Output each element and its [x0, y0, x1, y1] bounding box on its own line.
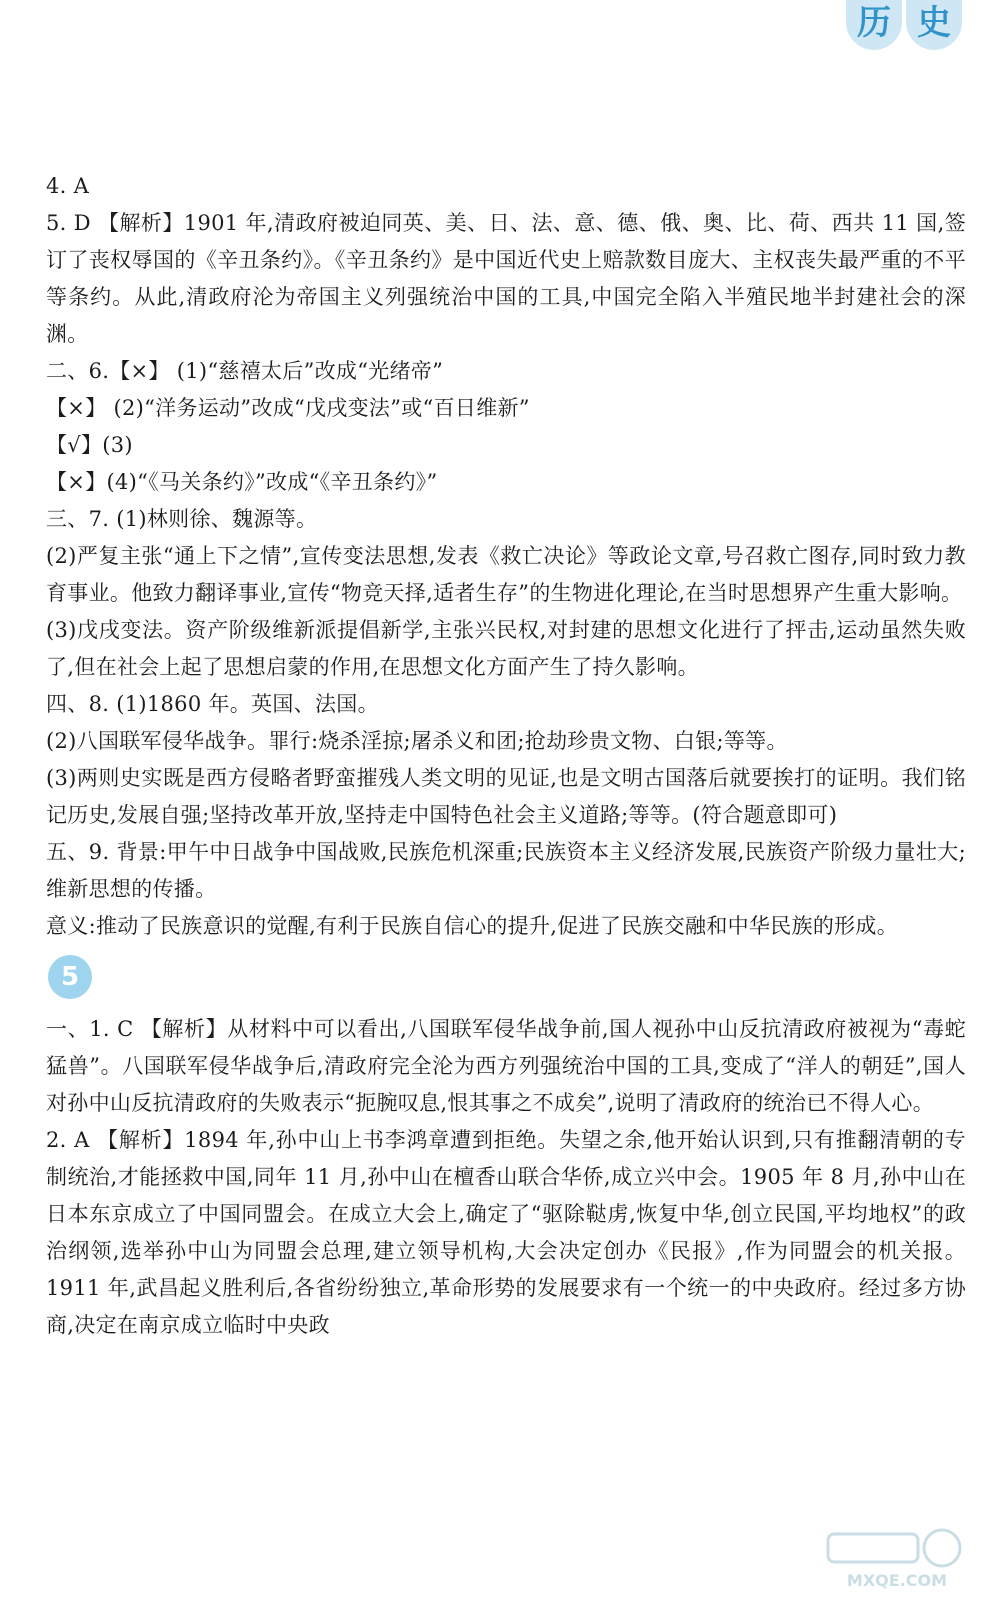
subject-badge — [846, 0, 962, 50]
answer-content — [46, 168, 966, 1344]
answer-7-2: (2)严复主张“通上下之情”,宣传变法思想,发表《救亡决论》等政论文章,号召救亡图存,同时致力教育事业。他致力翻译事业,宣传“物竞天择,适者生存”的生物进化理论,在当时思想界产生重大影响。 — [46, 544, 966, 605]
answer-6-1: 二、6.【×】 (1)“慈禧太后”改成“光绪帝” — [46, 359, 444, 383]
answer-6-3: 【√】(3) — [46, 433, 133, 457]
answer-5: 5. D 【解析】1901 年,清政府被迫同英、美、日、法、意、德、俄、奥、比、荷、西共 11 国,签订了丧权辱国的《辛丑条约》。《辛丑条约》是中国近代史上赔款数目庞大、主权丧失最严重的不平等条约。从此,清政府沦为帝国主义列强统治中国的工具,中国完全陷入半殖民地半封建社会的深渊。 — [46, 211, 966, 346]
answer-6-4: 【×】(4)“《马关条约》”改成“《辛丑条约》” — [46, 470, 438, 494]
subject-char-2: 史 — [906, 0, 962, 50]
section5-answer-2: 2. A 【解析】1894 年,孙中山上书李鸿章遭到拒绝。失望之余,他开始认识到,只有推翻清朝的专制统治,才能拯救中国,同年 11 月,孙中山在檀香山联合华侨,成立兴中会。1905 年 8 月,孙中山在日本东京成立了中国同盟会。在成立大会上,确定了“驱除鞑虏,恢复中华,创立民国,平均地权”的政治纲领,选举孙中山为同盟会总理,建立领导机构,大会决定创办《民报》,作为同盟会的机关报。1911 年,武昌起义胜利后,各省纷纷独立,革命形势的发展要求有一个统一的中央政府。经过多方协商,决定在南京成立临时中央政 — [46, 1128, 966, 1337]
answer-8-1: 四、8. (1)1860 年。英国、法国。 — [46, 692, 379, 716]
watermark-text: MXQE.COM — [846, 1571, 948, 1590]
answer-4: 4. A — [46, 174, 90, 198]
section5-answer-1: 一、1. C 【解析】从材料中可以看出,八国联军侵华战争前,国人视孙中山反抗清政府被视为“毒蛇猛兽”。八国联军侵华战争后,清政府完全沦为西方列强统治中国的工具,变成了“洋人的朝廷”,国人对孙中山反抗清政府的失败表示“扼腕叹息,恨其事之不成矣”,说明了清政府的统治已不得人心。 — [46, 1017, 966, 1115]
subject-char-1: 历 — [846, 0, 902, 50]
answer-6-2: 【×】 (2)“洋务运动”改成“戊戌变法”或“百日维新” — [46, 396, 530, 420]
answer-9-significance: 意义:推动了民族意识的觉醒,有利于民族自信心的提升,促进了民族交融和中华民族的形成。 — [46, 914, 899, 938]
answer-9-background: 五、9. 背景:甲午中日战争中国战败,民族危机深重;民族资本主义经济发展,民族资产阶级力量壮大;维新思想的传播。 — [46, 840, 966, 901]
answer-7-3: (3)戊戌变法。资产阶级维新派提倡新学,主张兴民权,对封建的思想文化进行了抨击,运动虽然失败了,但在社会上起了思想启蒙的作用,在思想文化方面产生了持久影响。 — [46, 618, 966, 679]
section-number-badge: 5 — [48, 955, 92, 999]
answer-7-1: 三、7. (1)林则徐、魏源等。 — [46, 507, 318, 531]
answer-8-3: (3)两则史实既是西方侵略者野蛮摧残人类文明的见证,也是文明古国落后就要挨打的证明。我们铭记历史,发展自强;坚持改革开放,坚持走中国特色社会主义道路;等等。(符合题意即可) — [46, 766, 966, 827]
answer-8-2: (2)八国联军侵华战争。罪行:烧杀淫掠;屠杀义和团;抢劫珍贵文物、白银;等等。 — [46, 729, 788, 753]
watermark-logo — [822, 1526, 972, 1592]
